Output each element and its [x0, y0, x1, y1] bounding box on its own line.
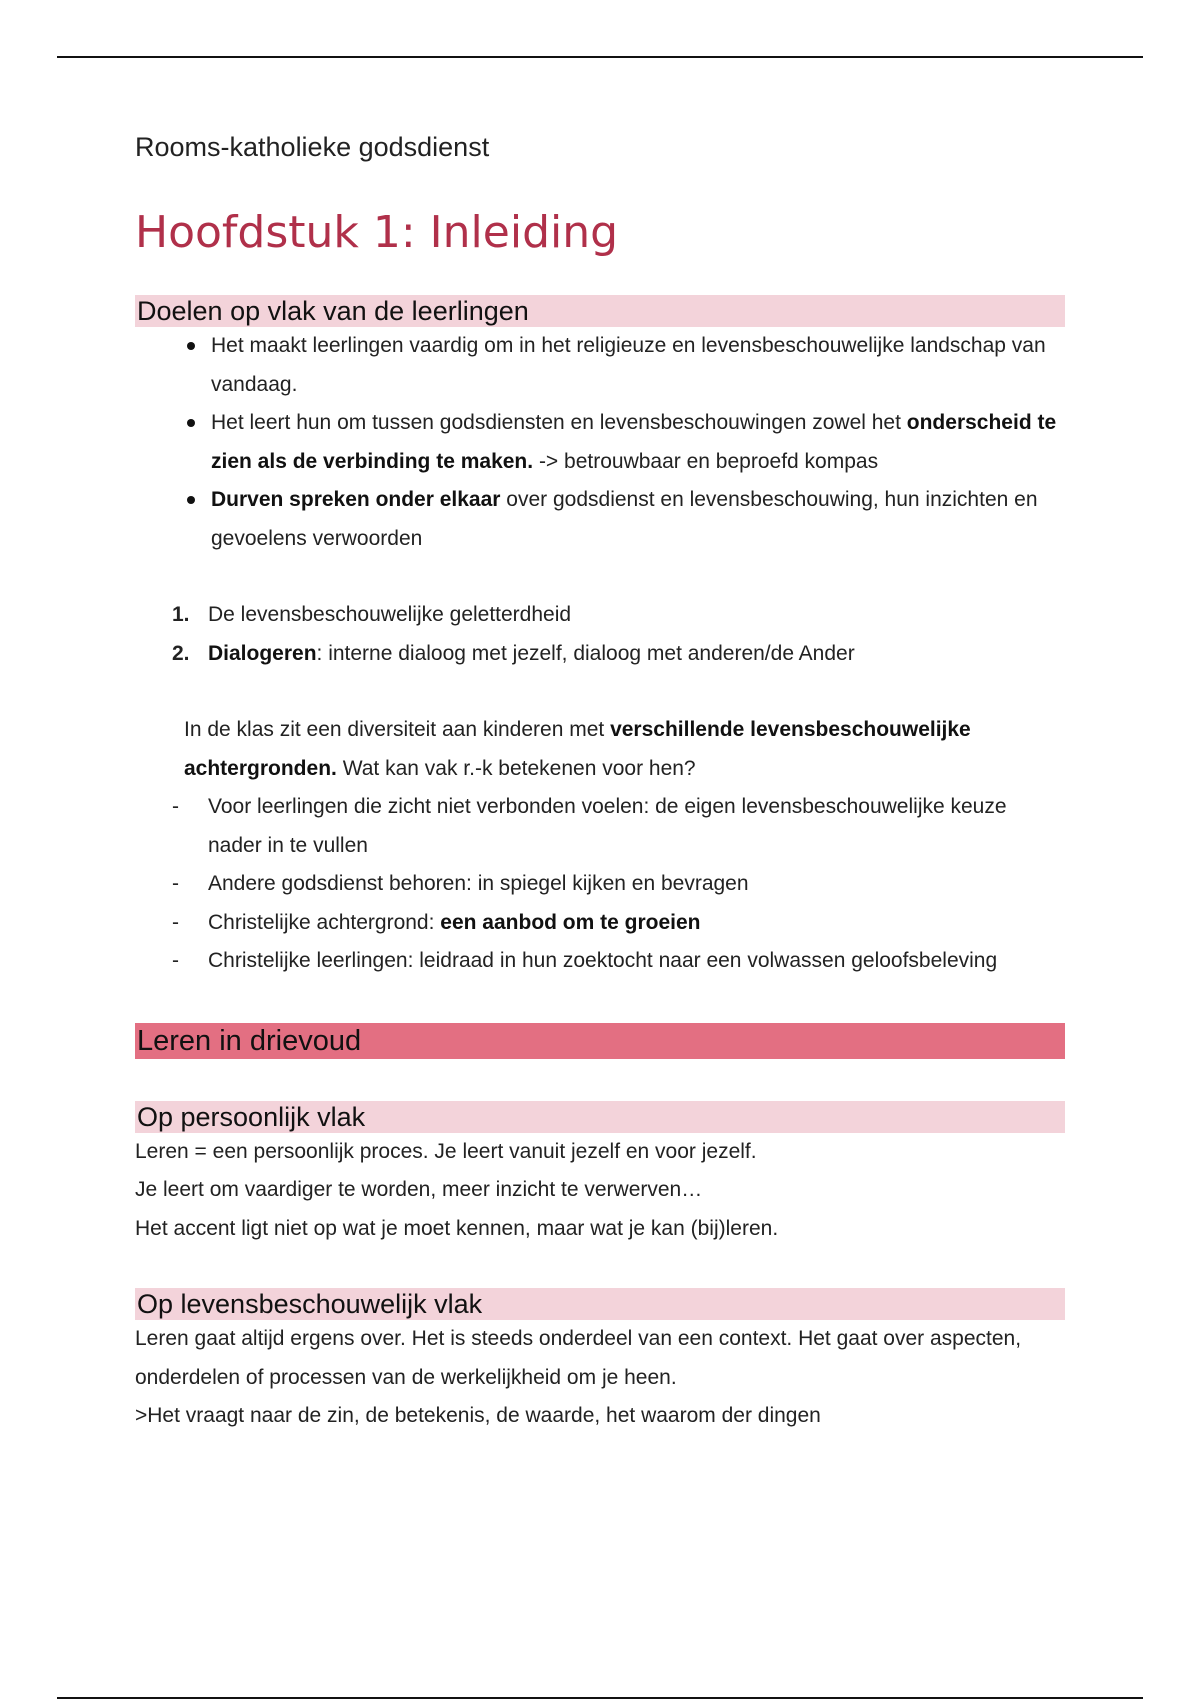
diversity-paragraph: In de klas zit een diversiteit aan kinderen met verschillende levensbeschouwelijke achtergronden. Wat kan vak r.-k betekenen voor hen?: [184, 718, 971, 780]
list-item: 2. Dialogeren: interne dialoog met jezelf, dialoog met anderen/de Ander: [172, 641, 855, 665]
worldview-section: [135, 1320, 1065, 1436]
paragraph-line: Leren = een persoonlijk proces. Je leert vanuit jezelf en voor jezelf.: [135, 1139, 757, 1163]
section-heading-worldview: Op levensbeschouwelijk vlak: [135, 1288, 1065, 1320]
goals-numbered-list: [135, 596, 1065, 673]
section-heading-personal: Op persoonlijk vlak: [135, 1101, 1065, 1133]
list-item: - Voor leerlingen die zicht niet verbonden voelen: de eigen levensbeschouwelijke keuze nader in te vullen: [172, 788, 1065, 865]
goals-bullet-list: [135, 327, 1065, 558]
list-item: Durven spreken onder elkaar over godsdienst en levensbeschouwing, hun inzichten en gevoelens verwoorden: [185, 481, 1065, 558]
paragraph-line: Het accent ligt niet op wat je moet kennen, maar wat je kan (bij)leren.: [135, 1216, 779, 1240]
diversity-dash-list: [135, 788, 1065, 981]
paragraph-line: Je leert om vaardiger te worden, meer inzicht te verwerven…: [135, 1178, 703, 1201]
section-heading-goals: Doelen op vlak van de leerlingen: [135, 295, 1065, 327]
paragraph-line: >Het vraagt naar de zin, de betekenis, de waarde, het waarom der dingen: [135, 1404, 821, 1427]
bottom-rule: [57, 1697, 1143, 1699]
chapter-title: Hoofdstuk 1: Inleiding: [135, 207, 619, 258]
document-page: [135, 125, 1065, 1436]
personal-section: [135, 1133, 1065, 1249]
section-heading-triple: Leren in drievoud: [135, 1023, 1065, 1059]
top-rule: [57, 56, 1143, 58]
list-item: Het maakt leerlingen vaardig om in het religieuze en levensbeschouwelijke landschap van vandaag.: [185, 327, 1065, 404]
list-item: - Christelijke leerlingen: leidraad in hun zoektocht naar een volwassen geloofsbeleving: [172, 942, 1065, 981]
list-item: Het leert hun om tussen godsdiensten en levensbeschouwingen zowel het onderscheid te zien als de verbinding te maken. -> betrouwbaar en beproefd kompas: [185, 404, 1065, 481]
goals-section: [135, 327, 1065, 981]
list-item: 1. De levensbeschouwelijke geletterdheid: [172, 603, 572, 626]
document-title: Rooms-katholieke godsdienst: [135, 132, 490, 162]
paragraph-line: Leren gaat altijd ergens over. Het is steeds onderdeel van een context. Het gaat over aspecten, onderdelen of processen van de werkelijkheid om je heen.: [135, 1327, 1022, 1389]
list-item: - Andere godsdienst behoren: in spiegel kijken en bevragen: [172, 865, 1065, 904]
list-item: - Christelijke achtergrond: een aanbod om te groeien: [172, 904, 1065, 943]
